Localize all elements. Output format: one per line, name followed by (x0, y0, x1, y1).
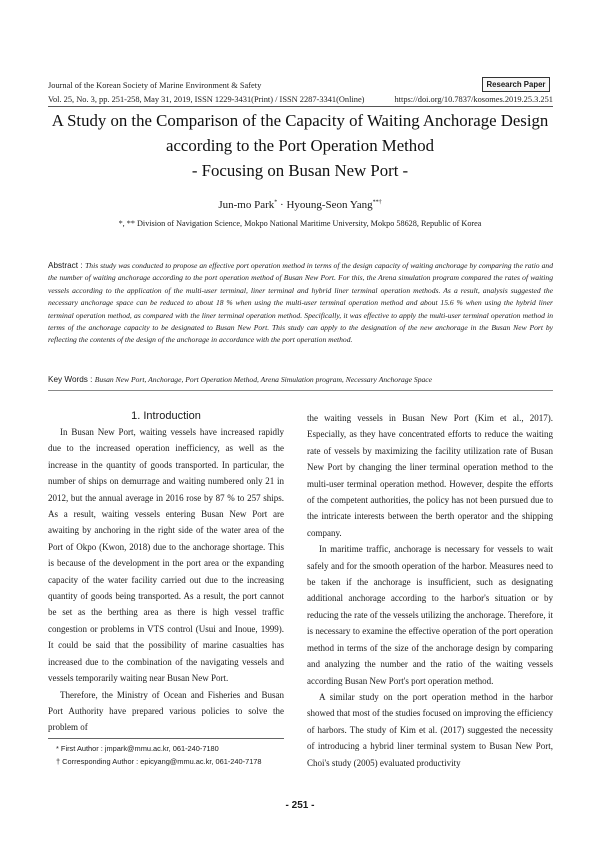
footnote-divider (48, 738, 284, 739)
page-number: - 251 - (285, 800, 315, 811)
paper-title-line-2: according to the Port Operation Method (166, 136, 434, 155)
keywords-text: Busan New Port, Anchorage, Port Operation Method, Arena Simulation program, Necessary Anchorage Space (94, 375, 433, 384)
research-paper-badge: Research Paper (482, 77, 550, 92)
author-list (0, 199, 600, 211)
paragraph: Therefore, the Ministry of Ocean and Fisheries and Busan Port Authority have prepared various policies to solve the problem of (48, 689, 284, 733)
journal-volume-info: Vol. 25, No. 3, pp. 251-258, May 31, 2019, ISSN 1229-3431(Print) / ISSN 2287-3341(Online) (48, 95, 365, 104)
footnote-corresponding-author: † Corresponding Author : epicyang@mmu.ac.kr, 061-240-7178 (56, 757, 262, 766)
footnote-first-author: * First Author : jmpark@mmu.ac.kr, 061-240-7180 (56, 744, 219, 753)
author-1: Jun-mo Park (218, 199, 275, 211)
author-2-mark: **† (372, 199, 382, 206)
paragraph: the waiting vessels in Busan New Port (Kim et al., 2017). Especially, as they have concentrated efforts to reduce the waiting rate of vessels by maximizing the facility utilization rate of Busan New Port by changing the liner terminal operation method to the multi-user terminal operation method. However, despite the efforts of the competent authorities, the policy has not been pursued due to the intricate interests between the berth operator and the shipping company. (307, 413, 553, 538)
keywords (48, 375, 553, 384)
paragraph: In maritime traffic, anchorage is necessary for vessels to wait safely and for the smooth operation of the harbor. Measures need to be taken if the anchorage is insufficient, such as designating additional anchorage according to the harbor's situation or by reducing the rate of the vessels utilizing the anchorage. Therefore, it is necessary to examine the effective operation of the port operation method in terms of the size of the anchorage design by comparing and analyzing the number and the ratio of the waiting vessels according Busan New Port's port operation method. (307, 544, 553, 686)
journal-name: Journal of the Korean Society of Marine Environment & Safety (48, 81, 262, 90)
right-column (307, 410, 553, 771)
abstract-text: This study was conducted to propose an effective port operation method in terms of the design capacity of waiting anchorage by comparing the ratio and the number of waiting anchorage according to the port operation method of Busan New Port. For this, the Arena simulation program compared the rates of waiting vessels according to the application of the multi-user terminal, liner terminal and hybrid liner terminal operation methods. As a result, analysis suggested the necessary anchorage space can be reduced to about 18 % when using the multi-user terminal operation method and about 15.6 % when using the hybrid liner terminal operation method, as compared with the liner terminal operation method. Specifically, it was effective to apply the multi-user terminal operation method in terms of the anchorage capacity to be designated to Busan New Port. This study can apply to the designation of the new anchorage in the Busan New Port by reflecting the contents of the design of the anchorage in accordance with the port operation method. (48, 261, 553, 345)
author-separator: · (277, 199, 287, 211)
doi-link[interactable]: https://doi.org/10.7837/kosomes.2019.25.3.251 (394, 95, 553, 104)
abstract (48, 260, 553, 347)
keywords-divider (48, 390, 553, 391)
author-1-mark: * (274, 199, 278, 206)
paragraph: A similar study on the port operation method in the harbor showed that most of the studies focused on improving the efficiency of harbors. The study of Kim et al. (2017) suggested the necessity of introducing a hybrid liner terminal system to Busan New Port, Choi's study (2005) evaluated productivity (307, 691, 553, 768)
section-heading: 1. Introduction (131, 410, 201, 422)
author-2: Hyoung-Seon Yang (286, 199, 373, 211)
author-affiliation: *, ** Division of Navigation Science, Mokpo National Maritime University, Mokpo 58628, Republic of Korea (118, 219, 482, 228)
paper-subtitle: - Focusing on Busan New Port - (191, 161, 409, 180)
header-divider (48, 106, 553, 107)
left-column (48, 408, 284, 736)
abstract-label: Abstract : (48, 261, 86, 270)
paper-title-line-1: A Study on the Comparison of the Capacity of Waiting Anchorage Design (51, 111, 549, 130)
paragraph: In Busan New Port, waiting vessels have increased rapidly due to the increased operation inefficiency, as well as the increase in the quantity of goods transported. In particular, the number of ships on demurrage and waiting numbered only 21 in 2012, but the annual average in 2016 rose by 87 % to 257 ships. As a result, waiting vessels entering Busan New Port are awaiting by anchoring in the right side of the water area of the Port of Okpo (Kwon, 2018) due to the anchorage shortage. This is because of the development in the port area or the expanding capacity of the water facility carried out due to the increasing quantity of goods being transported. As a result, the port cannot be set as the berthing area as there is high vessel traffic congestion or problems in VTS control (Usui and Inoue, 1999). It could be said that the possibility of marine casualties has increased due to the combination of the navigating vessels and vessels temporarily waiting near Busan New Port. (48, 427, 284, 684)
keywords-label: Key Words : (48, 375, 95, 384)
